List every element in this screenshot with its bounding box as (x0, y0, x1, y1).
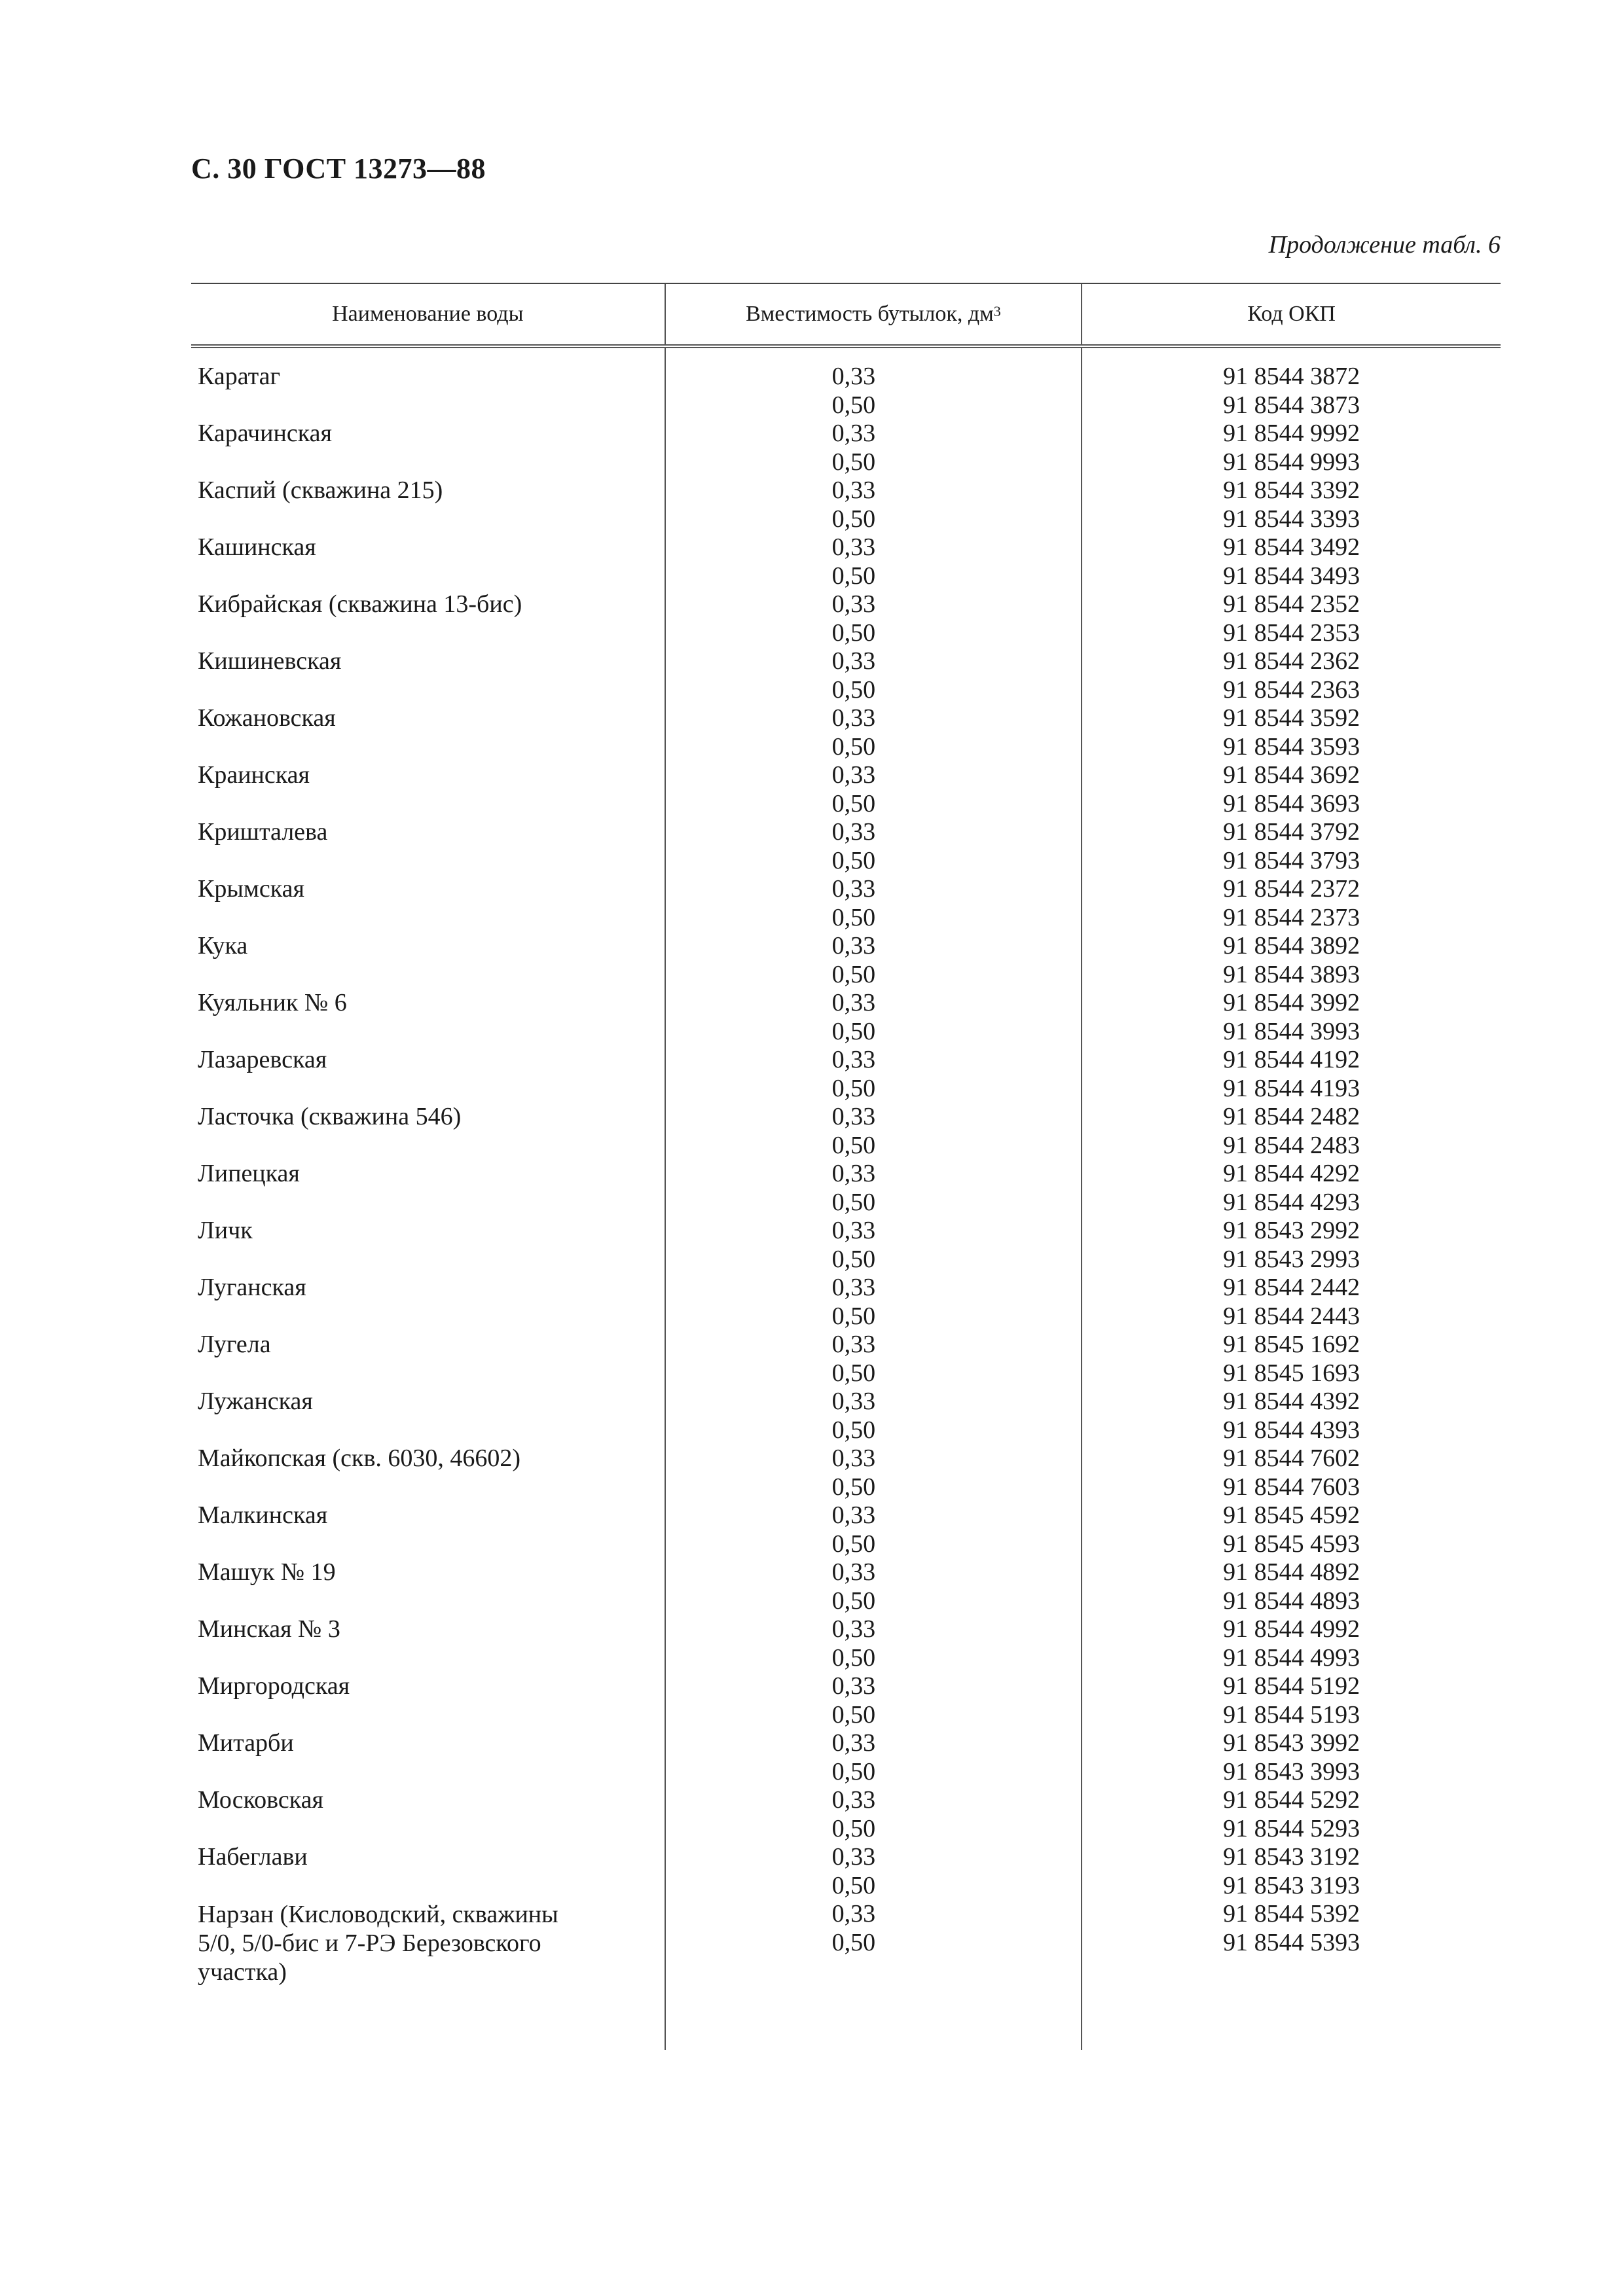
okp-code: 91 8544 3593 (1223, 732, 1360, 761)
okp-code: 91 8544 5393 (1223, 1928, 1360, 1956)
okp-code: 91 8544 3993 (1223, 1017, 1360, 1045)
volume-value: 0,33 (831, 1729, 876, 1757)
okp-code: 91 8544 7603 (1223, 1473, 1360, 1501)
okp-code: 91 8544 4192 (1223, 1046, 1360, 1073)
volume-value: 0,50 (831, 1530, 876, 1558)
volume-value: 0,33 (831, 1388, 876, 1415)
water-name: Московская (198, 1786, 324, 1814)
volume-value: 0,50 (831, 448, 876, 476)
volume-value: 0,33 (831, 1501, 876, 1529)
volume-value: 0,50 (831, 960, 876, 988)
okp-code: 91 8544 3892 (1223, 932, 1360, 960)
okp-code: 91 8544 4393 (1223, 1416, 1360, 1444)
okp-code: 91 8544 9992 (1223, 420, 1360, 447)
okp-code: 91 8544 3893 (1223, 960, 1360, 988)
volume-value: 0,33 (831, 989, 876, 1016)
okp-code: 91 8544 4893 (1223, 1587, 1360, 1615)
volume-value: 0,50 (831, 1757, 876, 1785)
okp-code: 91 8543 3992 (1223, 1729, 1360, 1757)
volume-value: 0,33 (831, 1843, 876, 1871)
okp-code: 91 8544 3692 (1223, 761, 1360, 789)
water-name: Луганская (198, 1274, 306, 1301)
okp-code: 91 8544 3393 (1223, 505, 1360, 533)
volume-value: 0,33 (831, 1558, 876, 1586)
volume-value: 0,33 (831, 476, 876, 504)
volume-value: 0,33 (831, 875, 876, 903)
volume-value: 0,50 (831, 846, 876, 874)
table-header (191, 284, 1501, 348)
okp-code: 91 8544 3693 (1223, 789, 1360, 817)
volume-value: 0,50 (831, 1928, 876, 1956)
okp-code: 91 8545 1693 (1223, 1359, 1360, 1387)
volume-value: 0,33 (831, 761, 876, 789)
water-name: Митарби (198, 1729, 294, 1757)
okp-code: 91 8544 2442 (1223, 1274, 1360, 1301)
column-header-name-label: Наименование воды (332, 302, 524, 326)
volume-value: 0,50 (831, 1302, 876, 1330)
page-reference: С. 30 ГОСТ 13273—88 (191, 152, 486, 185)
volume-value: 0,33 (831, 1217, 876, 1244)
volume-column (665, 348, 1082, 2050)
volume-value: 0,50 (831, 505, 876, 533)
water-name: Набеглави (198, 1843, 308, 1871)
okp-code: 91 8544 4992 (1223, 1615, 1360, 1643)
volume-value: 0,33 (831, 1615, 876, 1643)
okp-code: 91 8544 2363 (1223, 675, 1360, 704)
water-name: Лугела (198, 1331, 271, 1358)
volume-value: 0,50 (831, 903, 876, 931)
water-name: Краинская (198, 761, 310, 789)
water-name: Личк (198, 1217, 253, 1244)
water-name: Каратаг (198, 363, 281, 390)
column-header-code-label: Код ОКП (1247, 302, 1336, 326)
volume-value: 0,50 (831, 619, 876, 647)
volume-value: 0,33 (831, 1331, 876, 1358)
water-name-list (198, 363, 665, 1986)
okp-code: 91 8544 5293 (1223, 1814, 1360, 1842)
column-header-volume-unit-exponent: 3 (993, 303, 1001, 319)
okp-code: 91 8544 4892 (1223, 1558, 1360, 1586)
volume-value: 0,33 (831, 1444, 876, 1472)
column-header-volume-label: Вместимость бутылок, дм (746, 302, 994, 326)
okp-code: 91 8544 3793 (1223, 846, 1360, 874)
volume-value: 0,50 (831, 1359, 876, 1387)
water-name: Кибрайская (скважина 13-бис) (198, 590, 522, 618)
volume-value: 0,50 (831, 789, 876, 817)
water-codes-table (191, 283, 1501, 2050)
column-header-code (1081, 284, 1501, 344)
okp-code: 91 8544 2372 (1223, 875, 1360, 903)
okp-code: 91 8544 2483 (1223, 1131, 1360, 1159)
okp-code: 91 8544 3592 (1223, 704, 1360, 732)
okp-code: 91 8544 3872 (1223, 363, 1360, 390)
volume-value: 0,50 (831, 1131, 876, 1159)
volume-value: 0,33 (831, 704, 876, 732)
water-name: Кишиневская (198, 647, 342, 675)
okp-code: 91 8545 1692 (1223, 1331, 1360, 1358)
okp-code: 91 8544 2443 (1223, 1302, 1360, 1330)
volume-value: 0,33 (831, 1160, 876, 1187)
water-name: Кришталева (198, 818, 328, 846)
water-name: Лазаревская (198, 1046, 327, 1073)
volume-value: 0,50 (831, 391, 876, 419)
okp-code: 91 8544 4993 (1223, 1643, 1360, 1672)
okp-code: 91 8544 4293 (1223, 1188, 1360, 1216)
volume-value: 0,50 (831, 675, 876, 704)
volume-value: 0,50 (831, 1587, 876, 1615)
okp-code: 91 8544 2373 (1223, 903, 1360, 931)
okp-code: 91 8544 3873 (1223, 391, 1360, 419)
water-name: Кашинская (198, 533, 316, 561)
name-column (191, 348, 665, 2050)
okp-code: 91 8544 3992 (1223, 989, 1360, 1016)
table-body (191, 348, 1501, 2050)
column-header-name (191, 284, 665, 344)
okp-code: 91 8544 2482 (1223, 1103, 1360, 1130)
okp-code: 91 8543 2993 (1223, 1245, 1360, 1273)
okp-code: 91 8544 5392 (1223, 1900, 1360, 1928)
volume-value: 0,50 (831, 1473, 876, 1501)
okp-code: 91 8544 3493 (1223, 562, 1360, 590)
volume-value: 0,50 (831, 1700, 876, 1729)
volume-value: 0,50 (831, 1074, 876, 1102)
okp-code: 91 8544 2352 (1223, 590, 1360, 618)
volume-value: 0,33 (831, 1046, 876, 1073)
okp-code: 91 8544 3492 (1223, 533, 1360, 561)
water-name: Кожановская (198, 704, 336, 732)
volume-value: 0,33 (831, 363, 876, 390)
volume-value: 0,50 (831, 1416, 876, 1444)
okp-code: 91 8544 4193 (1223, 1074, 1360, 1102)
volume-value: 0,33 (831, 1103, 876, 1130)
okp-code: 91 8545 4592 (1223, 1501, 1360, 1529)
water-name: Кука (198, 932, 248, 960)
okp-code: 91 8544 3792 (1223, 818, 1360, 846)
volume-value: 0,33 (831, 818, 876, 846)
water-name: Липецкая (198, 1160, 300, 1187)
volume-value: 0,33 (831, 420, 876, 447)
okp-code: 91 8544 2362 (1223, 647, 1360, 675)
okp-code: 91 8544 4392 (1223, 1388, 1360, 1415)
okp-code: 91 8544 2353 (1223, 619, 1360, 647)
okp-code: 91 8543 3993 (1223, 1757, 1360, 1785)
volume-value: 0,50 (831, 1871, 876, 1899)
okp-code: 91 8544 9993 (1223, 448, 1360, 476)
okp-code: 91 8544 3392 (1223, 476, 1360, 504)
volume-value: 0,33 (831, 533, 876, 561)
water-name: Миргородская (198, 1672, 350, 1700)
water-name: Крымская (198, 875, 305, 903)
volume-value: 0,50 (831, 1188, 876, 1216)
okp-code: 91 8543 3193 (1223, 1871, 1360, 1899)
volume-value: 0,50 (831, 1017, 876, 1045)
water-name: Ласточка (скважина 546) (198, 1103, 462, 1130)
volume-list (666, 363, 1082, 1957)
water-name: Нарзан (Кисловодский, скважины 5/0, 5/0-бис и 7-РЭ Березовского участка) (198, 1901, 558, 1986)
water-name: Майкопская (скв. 6030, 46602) (198, 1444, 521, 1472)
volume-value: 0,33 (831, 1672, 876, 1700)
okp-code: 91 8543 3192 (1223, 1843, 1360, 1871)
water-name: Малкинская (198, 1501, 328, 1529)
okp-code: 91 8544 7602 (1223, 1444, 1360, 1472)
volume-value: 0,33 (831, 590, 876, 618)
volume-value: 0,50 (831, 1245, 876, 1273)
okp-code: 91 8545 4593 (1223, 1530, 1360, 1558)
volume-value: 0,33 (831, 647, 876, 675)
table-continuation-label: Продолжение табл. 6 (1268, 231, 1501, 259)
volume-value: 0,33 (831, 1274, 876, 1301)
volume-value: 0,50 (831, 1814, 876, 1842)
volume-value: 0,50 (831, 562, 876, 590)
water-name: Куяльник № 6 (198, 989, 347, 1016)
column-header-volume (665, 284, 1082, 344)
volume-value: 0,33 (831, 932, 876, 960)
okp-code: 91 8544 5292 (1223, 1786, 1360, 1814)
okp-code: 91 8544 5192 (1223, 1672, 1360, 1700)
code-column (1081, 348, 1501, 2050)
okp-code: 91 8544 4292 (1223, 1160, 1360, 1187)
volume-value: 0,33 (831, 1900, 876, 1928)
okp-code: 91 8543 2992 (1223, 1217, 1360, 1244)
code-list (1082, 363, 1501, 1957)
water-name: Лужанская (198, 1388, 313, 1415)
volume-value: 0,33 (831, 1786, 876, 1814)
water-name: Машук № 19 (198, 1558, 336, 1586)
water-name: Минская № 3 (198, 1615, 340, 1643)
water-name: Каспий (скважина 215) (198, 476, 443, 504)
water-name: Карачинская (198, 420, 332, 447)
volume-value: 0,50 (831, 1643, 876, 1672)
volume-value: 0,50 (831, 732, 876, 761)
okp-code: 91 8544 5193 (1223, 1700, 1360, 1729)
